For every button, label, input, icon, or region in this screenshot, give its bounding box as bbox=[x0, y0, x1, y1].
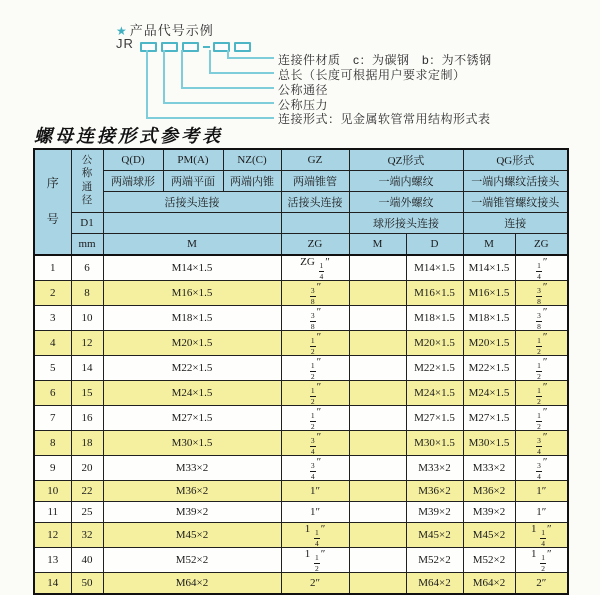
cell-qg-m: M39×2 bbox=[463, 502, 515, 523]
cell-mm: 16 bbox=[71, 406, 103, 431]
cell-mm: 32 bbox=[71, 523, 103, 548]
cell-qz-m bbox=[349, 356, 406, 381]
cell-serial: 8 bbox=[34, 431, 71, 456]
diagram-label-total-length: 总长（长度可根据用户要求定制） bbox=[278, 68, 466, 82]
connector-line bbox=[163, 50, 165, 103]
cell-zg: $\frac{1}{2}$ ″ bbox=[281, 406, 349, 431]
table-row bbox=[34, 306, 568, 331]
cell-mm: 10 bbox=[71, 306, 103, 331]
table-row bbox=[34, 356, 568, 381]
cell-qz-m bbox=[349, 281, 406, 306]
cell-qg-m: M30×1.5 bbox=[463, 431, 515, 456]
header-pm-type: 两端平面 bbox=[163, 171, 223, 192]
cell-qz-m bbox=[349, 502, 406, 523]
header-q-type: 两端球形 bbox=[103, 171, 163, 192]
cell-qz-m bbox=[349, 573, 406, 595]
header-mm: mm bbox=[71, 234, 103, 256]
header-qz-row4: 球形接头连接 bbox=[349, 213, 463, 234]
connector-line bbox=[209, 72, 274, 74]
header-qg-row3: 一端锥管螺纹接头 bbox=[463, 192, 568, 213]
cell-qz-d: M33×2 bbox=[406, 456, 463, 481]
cell-qg-zg: 1″ bbox=[515, 481, 568, 502]
cell-mm: 15 bbox=[71, 381, 103, 406]
cell-m: M20×1.5 bbox=[103, 331, 281, 356]
header-m-main: M bbox=[103, 234, 281, 256]
connector-line bbox=[146, 117, 274, 119]
header-union-joint: 活接头连接 bbox=[103, 192, 281, 213]
cell-qz-d: M16×1.5 bbox=[406, 281, 463, 306]
diagram-label-nominal-diameter: 公称通径 bbox=[278, 83, 329, 97]
header-zg-main: ZG bbox=[281, 234, 349, 256]
cell-m: M24×1.5 bbox=[103, 381, 281, 406]
cell-qg-m: M52×2 bbox=[463, 548, 515, 573]
cell-qz-d: M45×2 bbox=[406, 523, 463, 548]
header-pm-code: PM(A) bbox=[163, 149, 223, 171]
table-row bbox=[34, 502, 568, 523]
table-row bbox=[34, 481, 568, 502]
header-union-joint-gz: 活接头连接 bbox=[281, 192, 349, 213]
cell-m: M22×1.5 bbox=[103, 356, 281, 381]
header-blank-left bbox=[103, 213, 281, 234]
cell-qg-zg: $\frac{1}{2}$ ″ bbox=[515, 381, 568, 406]
cell-qg-zg: $\frac{3}{4}$ ″ bbox=[515, 431, 568, 456]
cell-serial: 2 bbox=[34, 281, 71, 306]
cell-qg-zg: $\frac{1}{4}$ ″ bbox=[515, 255, 568, 281]
cell-qg-m: M64×2 bbox=[463, 573, 515, 595]
cell-qz-d: M14×1.5 bbox=[406, 255, 463, 281]
cell-mm: 50 bbox=[71, 573, 103, 595]
cell-qg-m: M18×1.5 bbox=[463, 306, 515, 331]
header-qg-row4: 连接 bbox=[463, 213, 568, 234]
header-gz-code: GZ bbox=[281, 149, 349, 171]
cell-zg: 2″ bbox=[281, 573, 349, 595]
table-row bbox=[34, 548, 568, 573]
cell-qz-m bbox=[349, 255, 406, 281]
cell-qg-m: M33×2 bbox=[463, 456, 515, 481]
cell-qz-m bbox=[349, 456, 406, 481]
cell-serial: 13 bbox=[34, 548, 71, 573]
cell-serial: 12 bbox=[34, 523, 71, 548]
cell-qg-m: M22×1.5 bbox=[463, 356, 515, 381]
header-serial: 序 号 bbox=[34, 149, 71, 255]
cell-serial: 9 bbox=[34, 456, 71, 481]
table-row bbox=[34, 573, 568, 595]
header-gz-type: 两端锥管 bbox=[281, 171, 349, 192]
table-header bbox=[34, 149, 568, 255]
cell-qz-d: M18×1.5 bbox=[406, 306, 463, 331]
cell-mm: 22 bbox=[71, 481, 103, 502]
star-icon: ★ bbox=[116, 24, 128, 38]
cell-serial: 14 bbox=[34, 573, 71, 595]
cell-mm: 25 bbox=[71, 502, 103, 523]
connector-line bbox=[181, 50, 183, 88]
cell-zg: $\frac{1}{2}$ ″ bbox=[281, 356, 349, 381]
cell-qz-d: M20×1.5 bbox=[406, 331, 463, 356]
cell-mm: 12 bbox=[71, 331, 103, 356]
cell-qg-m: M27×1.5 bbox=[463, 406, 515, 431]
cell-serial: 3 bbox=[34, 306, 71, 331]
cell-zg: 1 $\frac{1}{4}$ ″ bbox=[281, 523, 349, 548]
table-row bbox=[34, 523, 568, 548]
cell-qg-m: M16×1.5 bbox=[463, 281, 515, 306]
header-nz-code: NZ(C) bbox=[223, 149, 281, 171]
cell-m: M52×2 bbox=[103, 548, 281, 573]
cell-m: M64×2 bbox=[103, 573, 281, 595]
cell-qg-m: M36×2 bbox=[463, 481, 515, 502]
cell-serial: 1 bbox=[34, 255, 71, 281]
cell-qg-zg: 1 $\frac{1}{4}$ ″ bbox=[515, 523, 568, 548]
code-box-1 bbox=[140, 42, 157, 52]
cell-serial: 7 bbox=[34, 406, 71, 431]
table-row bbox=[34, 255, 568, 281]
cell-qz-m bbox=[349, 406, 406, 431]
cell-mm: 18 bbox=[71, 431, 103, 456]
cell-qz-m bbox=[349, 306, 406, 331]
table-title: 螺母连接形式参考表 bbox=[34, 126, 223, 146]
cell-qg-zg: 1″ bbox=[515, 502, 568, 523]
cell-zg: $\frac{3}{4}$ ″ bbox=[281, 456, 349, 481]
header-nz-type: 两端内锥 bbox=[223, 171, 281, 192]
connector-line bbox=[181, 87, 274, 89]
cell-mm: 8 bbox=[71, 281, 103, 306]
header-qz-row3: 一端外螺纹 bbox=[349, 192, 463, 213]
table-row bbox=[34, 406, 568, 431]
cell-qz-m bbox=[349, 548, 406, 573]
cell-zg: $\frac{3}{8}$ ″ bbox=[281, 281, 349, 306]
cell-zg: 1″ bbox=[281, 481, 349, 502]
cell-qz-d: M30×1.5 bbox=[406, 431, 463, 456]
header-qz-code: QZ形式 bbox=[349, 149, 463, 171]
header-qg-code: QG形式 bbox=[463, 149, 568, 171]
code-prefix: JR bbox=[116, 36, 134, 51]
header-qz-d: D bbox=[406, 234, 463, 256]
table-row bbox=[34, 381, 568, 406]
cell-serial: 6 bbox=[34, 381, 71, 406]
header-qz-m: M bbox=[349, 234, 406, 256]
header-nominal-diameter: 公 称 通 径 bbox=[71, 149, 103, 213]
code-boxes bbox=[140, 42, 251, 52]
header-d1: D1 bbox=[71, 213, 103, 234]
header-qz-type: 一端内螺纹 bbox=[349, 171, 463, 192]
cell-m: M39×2 bbox=[103, 502, 281, 523]
header-qg-type: 一端内螺纹活接头 bbox=[463, 171, 568, 192]
code-box-5 bbox=[234, 42, 251, 52]
table-body bbox=[34, 255, 568, 594]
table-row bbox=[34, 456, 568, 481]
table-row bbox=[34, 431, 568, 456]
cell-zg: $\frac{1}{2}$ ″ bbox=[281, 331, 349, 356]
cell-qz-m bbox=[349, 331, 406, 356]
cell-m: M14×1.5 bbox=[103, 255, 281, 281]
cell-qg-zg: $\frac{1}{2}$ ″ bbox=[515, 406, 568, 431]
table-row bbox=[34, 281, 568, 306]
table-row bbox=[34, 331, 568, 356]
code-box-3 bbox=[182, 42, 199, 52]
cell-serial: 4 bbox=[34, 331, 71, 356]
cell-qg-m: M14×1.5 bbox=[463, 255, 515, 281]
header-q-code: Q(D) bbox=[103, 149, 163, 171]
cell-qg-m: M20×1.5 bbox=[463, 331, 515, 356]
cell-qg-zg: $\frac{1}{2}$ ″ bbox=[515, 356, 568, 381]
cell-zg: ZG $\frac{1}{4}$ ″ bbox=[281, 255, 349, 281]
cell-qz-m bbox=[349, 381, 406, 406]
cell-qg-zg: $\frac{1}{2}$ ″ bbox=[515, 331, 568, 356]
cell-zg: $\frac{1}{2}$ ″ bbox=[281, 381, 349, 406]
cell-m: M27×1.5 bbox=[103, 406, 281, 431]
cell-serial: 10 bbox=[34, 481, 71, 502]
cell-zg: 1″ bbox=[281, 502, 349, 523]
cell-m: M36×2 bbox=[103, 481, 281, 502]
cell-serial: 5 bbox=[34, 356, 71, 381]
cell-qg-zg: $\frac{3}{4}$ ″ bbox=[515, 456, 568, 481]
cell-qg-zg: $\frac{3}{8}$ ″ bbox=[515, 306, 568, 331]
nut-connection-reference-table bbox=[33, 148, 569, 595]
cell-qz-d: M36×2 bbox=[406, 481, 463, 502]
cell-m: M33×2 bbox=[103, 456, 281, 481]
cell-mm: 14 bbox=[71, 356, 103, 381]
diagram-label-nominal-pressure: 公称压力 bbox=[278, 98, 329, 112]
cell-qz-d: M52×2 bbox=[406, 548, 463, 573]
cell-qz-d: M24×1.5 bbox=[406, 381, 463, 406]
cell-qz-m bbox=[349, 481, 406, 502]
connector-line bbox=[227, 57, 274, 59]
cell-zg: $\frac{3}{8}$ ″ bbox=[281, 306, 349, 331]
cell-mm: 40 bbox=[71, 548, 103, 573]
cell-zg: $\frac{3}{4}$ ″ bbox=[281, 431, 349, 456]
cell-qg-zg: 2″ bbox=[515, 573, 568, 595]
cell-zg: 1 $\frac{1}{2}$ ″ bbox=[281, 548, 349, 573]
connector-line bbox=[146, 50, 148, 118]
product-code-heading-text: 产品代号示例 bbox=[129, 23, 214, 38]
cell-m: M45×2 bbox=[103, 523, 281, 548]
cell-qz-m bbox=[349, 523, 406, 548]
cell-qz-d: M39×2 bbox=[406, 502, 463, 523]
cell-qg-zg: 1 $\frac{1}{2}$ ″ bbox=[515, 548, 568, 573]
cell-mm: 20 bbox=[71, 456, 103, 481]
code-dash bbox=[203, 46, 210, 48]
cell-qz-d: M27×1.5 bbox=[406, 406, 463, 431]
connector-line bbox=[163, 102, 274, 104]
diagram-label-material: 连接件材质 c：为碳钢 b：为不锈钢 bbox=[278, 53, 492, 67]
header-blank-gz bbox=[281, 213, 349, 234]
header-qg-m: M bbox=[463, 234, 515, 256]
cell-qg-m: M45×2 bbox=[463, 523, 515, 548]
cell-qz-m bbox=[349, 431, 406, 456]
cell-qz-d: M64×2 bbox=[406, 573, 463, 595]
cell-qz-d: M22×1.5 bbox=[406, 356, 463, 381]
cell-qg-m: M24×1.5 bbox=[463, 381, 515, 406]
cell-m: M16×1.5 bbox=[103, 281, 281, 306]
cell-m: M30×1.5 bbox=[103, 431, 281, 456]
header-qg-zg: ZG bbox=[515, 234, 568, 256]
cell-mm: 6 bbox=[71, 255, 103, 281]
connector-line bbox=[209, 50, 211, 73]
diagram-label-connection-type: 连接形式：见金属软管常用结构形式表 bbox=[278, 112, 491, 126]
cell-serial: 11 bbox=[34, 502, 71, 523]
cell-m: M18×1.5 bbox=[103, 306, 281, 331]
cell-qg-zg: $\frac{3}{8}$ ″ bbox=[515, 281, 568, 306]
